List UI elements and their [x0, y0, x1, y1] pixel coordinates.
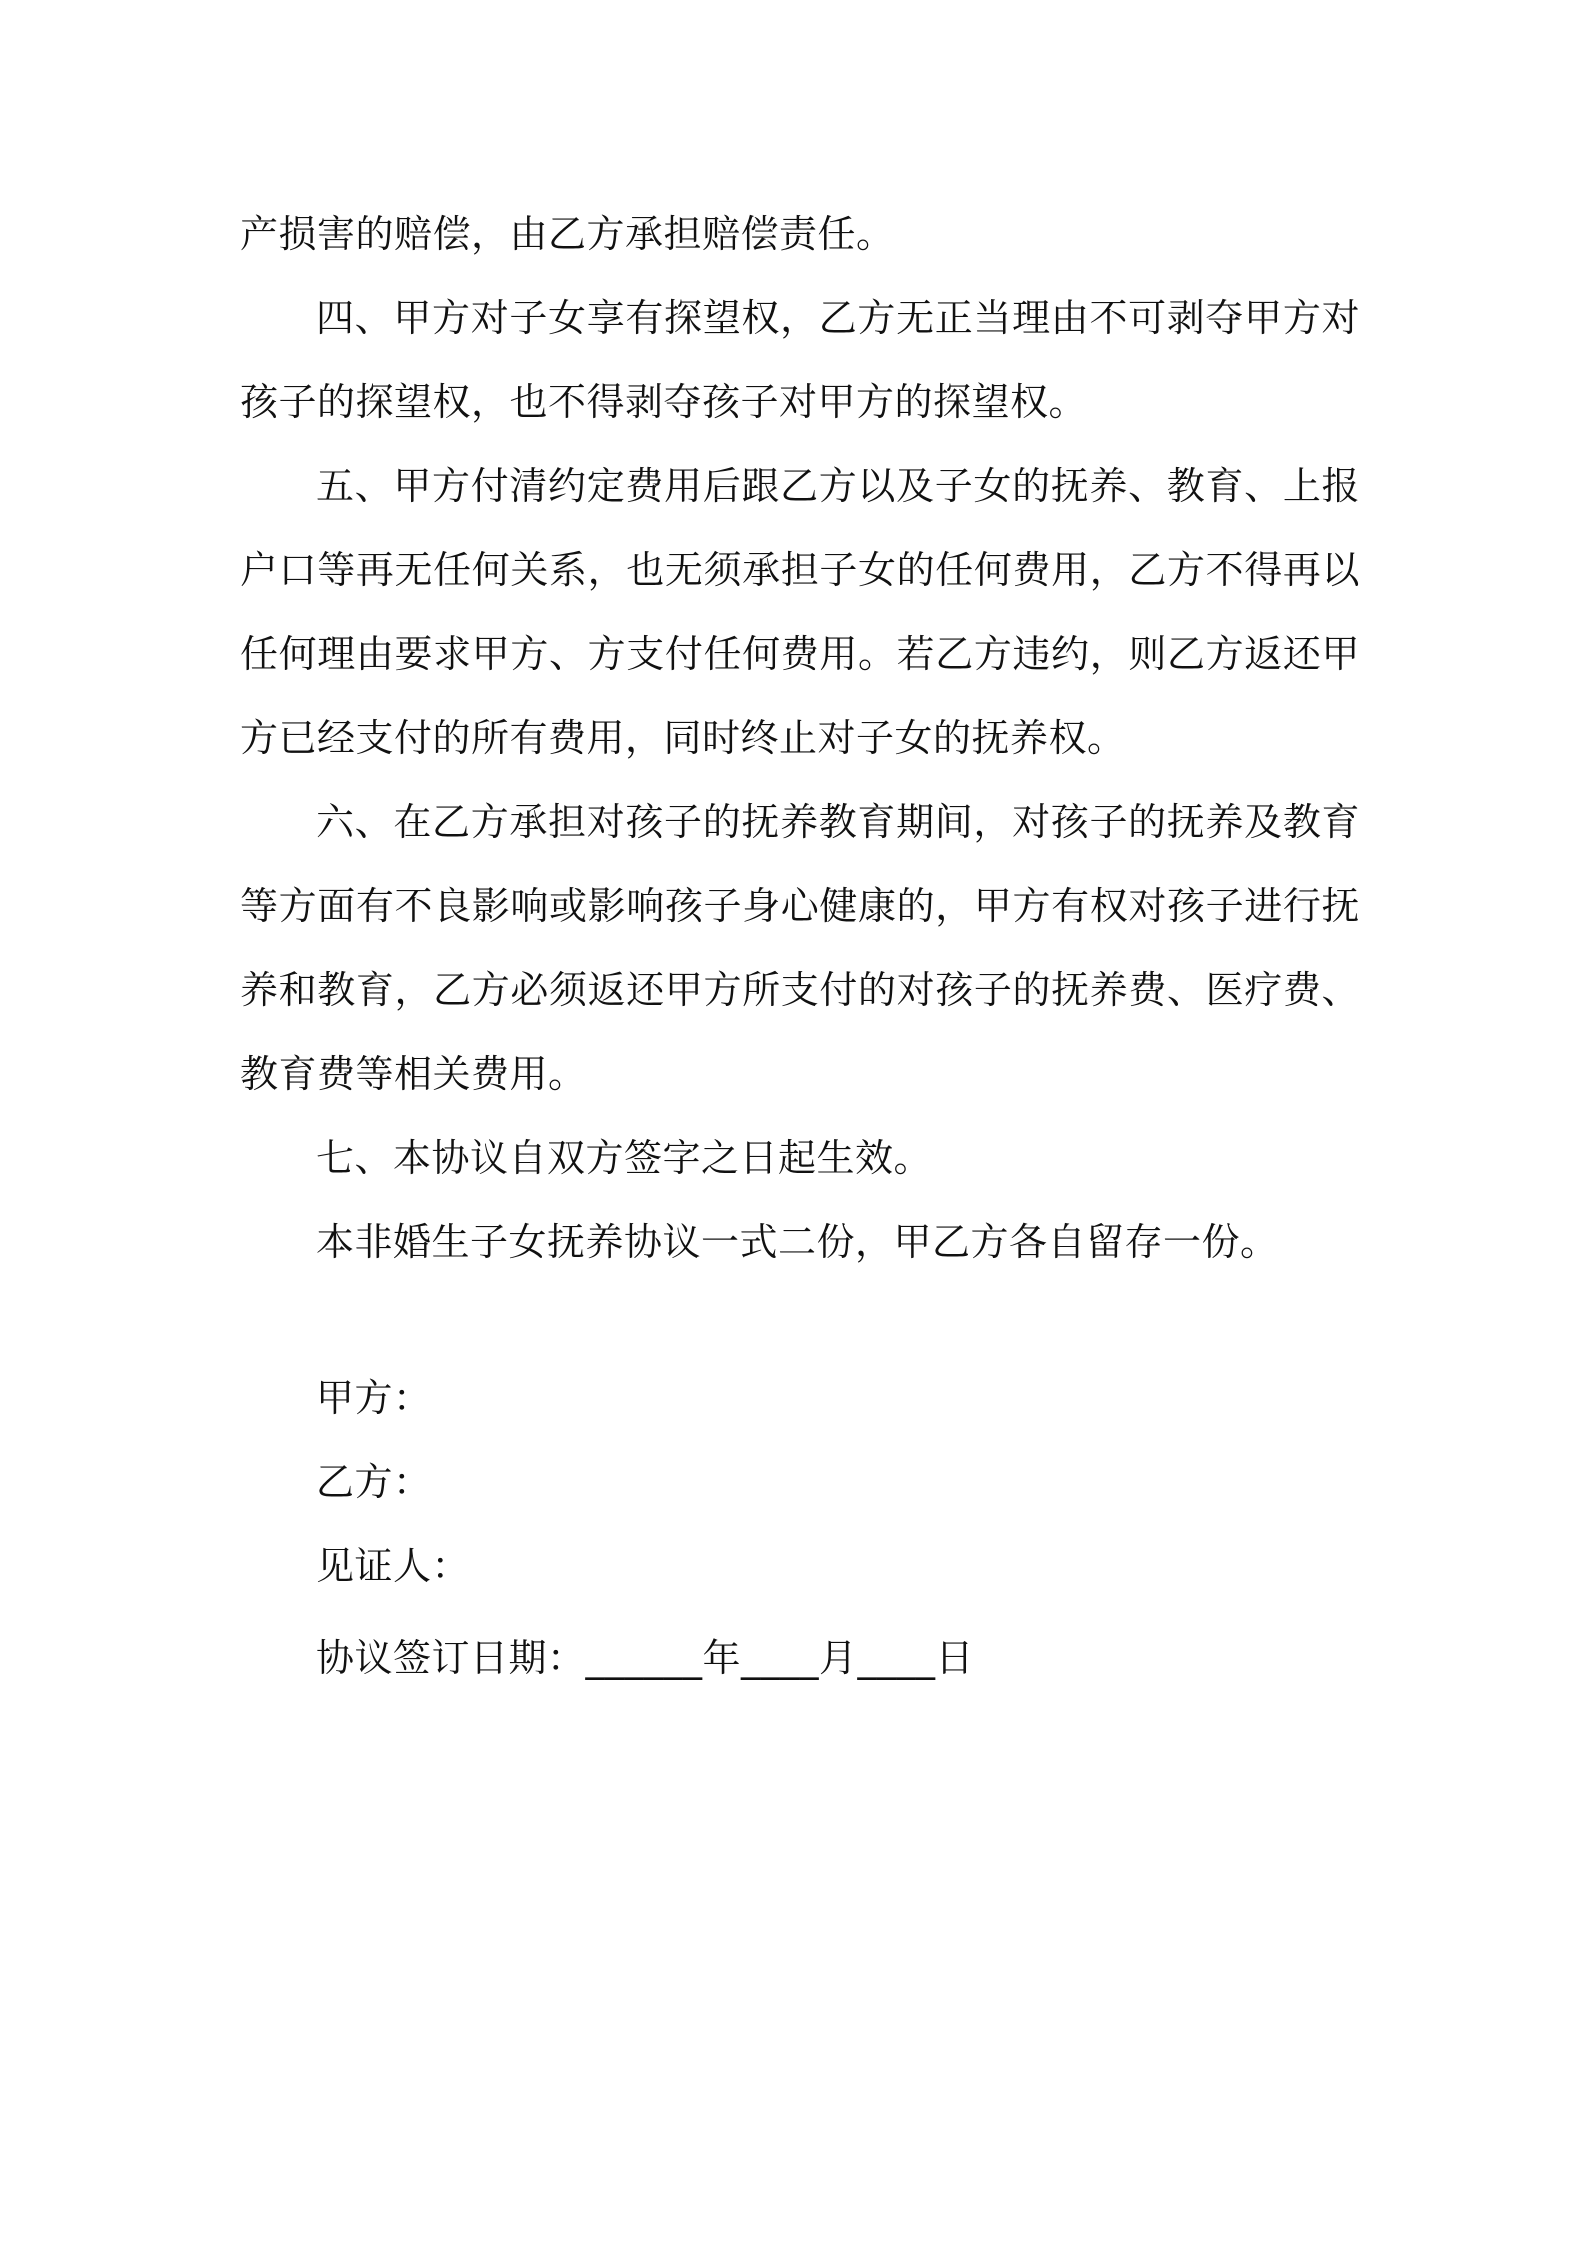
paragraph-copies: 本非婚生子女抚养协议一式二份，甲乙方各自留存一份。 [316, 1220, 1279, 1264]
paragraph-clause-6-custody: 六、在乙方承担对孩子的抚养教育期间，对孩子的抚养及教育等方面有不良影响或影响孩子身心健康的，甲方有权对孩子进行抚养和教育，乙方必须返还甲方所支付的对孩子的抚养费、医疗费、教育费等相关费用。 [240, 800, 1360, 1096]
party-b-signature-label: 乙方： [316, 1460, 432, 1504]
paragraph-damage-compensation: 产损害的赔偿，由乙方承担赔偿责任。 [240, 212, 895, 256]
paragraph-clause-7-effective: 七、本协议自双方签字之日起生效。 [316, 1136, 933, 1180]
party-a-signature-label: 甲方： [316, 1376, 432, 1420]
sign-date-line: 协议签订日期：______年____月____日 [316, 1636, 975, 1680]
signature-block [316, 1356, 974, 1700]
paragraph-clause-5-settlement: 五、甲方付清约定费用后跟乙方以及子女的抚养、教育、上报户口等再无任何关系，也无须承担子女的任何费用，乙方不得再以任何理由要求甲方、方支付任何费用。若乙方违约，则乙方返还甲方已经支付的所有费用，同时终止对子女的抚养权。 [240, 464, 1360, 760]
paragraph-clause-4-visitation: 四、甲方对子女享有探望权，乙方无正当理由不可剥夺甲方对孩子的探望权，也不得剥夺孩子对甲方的探望权。 [240, 296, 1360, 424]
agreement-body [240, 192, 1360, 1284]
witness-signature-label: 见证人： [316, 1544, 471, 1588]
